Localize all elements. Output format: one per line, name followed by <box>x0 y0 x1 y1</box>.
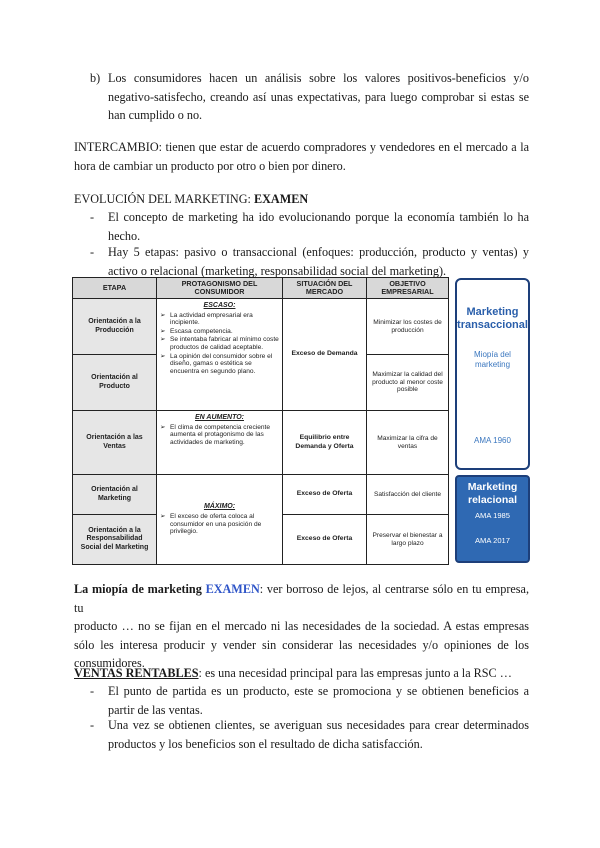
situacion-cell: Exceso de Demanda <box>283 299 367 411</box>
intercambio-paragraph <box>74 138 529 175</box>
relacional-title: Marketing relacional <box>467 481 518 506</box>
exam-tag: EXAMEN <box>253 192 309 206</box>
transaccional-title: Marketing transaccional <box>457 306 528 331</box>
stage-cell: Orientación a la Responsabilidad Social del Marketing <box>73 515 157 565</box>
bullet-dash: - <box>90 245 95 259</box>
list-item: ➢ La actividad empresarial era incipiente. <box>160 311 253 327</box>
ama-year: AMA 1960 <box>474 436 511 445</box>
miopia-label: Miopía del marketing <box>474 350 511 369</box>
header-protagonismo: PROTAGONISMO DEL CONSUMIDOR <box>157 278 283 299</box>
protagonismo-cell <box>157 299 283 411</box>
protagonismo-list <box>160 312 279 376</box>
paragraph-line: sólo les interesa producir y vender sin considerar las necesidades y/o opiniones de los <box>74 637 529 652</box>
protagonismo-list <box>160 513 279 536</box>
item-line: partir de las ventas. <box>108 702 203 717</box>
marketing-relacional-box <box>455 475 530 563</box>
protagonismo-heading: EN AUMENTO: <box>195 414 244 421</box>
protagonismo-heading: MÁXIMO: <box>203 503 236 511</box>
arrow-bullet-icon: ➢ <box>160 311 166 319</box>
item-line: Una vez se obtienen clientes, se averiguan sus necesidades para crear determinados <box>108 718 529 732</box>
stage-cell: Orientación al Producto <box>73 355 157 411</box>
bullet-dash: - <box>90 718 95 732</box>
item-line: han cumplido o no. <box>108 108 203 122</box>
paragraph-line: producto … no se fijan en el mercado ni las necesidades de la sociedad. A estas empresas <box>74 619 529 633</box>
paragraph-line: consumidores. <box>74 656 145 670</box>
header-objetivo: OBJETIVO EMPRESARIAL <box>367 278 449 299</box>
objetivo-cell: Preservar el bienestar a largo plazo <box>367 515 449 565</box>
objetivo-cell: Satisfacción del cliente <box>367 475 449 515</box>
marketing-evolution-figure <box>72 277 530 563</box>
arrow-bullet-icon: ➢ <box>160 352 166 360</box>
list-item: ➢ El clima de competencia creciente aumenta el protagonismo de las actividades de marketing. <box>160 423 271 446</box>
item-line: productos y los beneficios son el resultado de dicha satisfacción. <box>108 736 423 751</box>
paragraph-line: hora de cambiar un producto por otro o bien por dinero. <box>74 158 346 173</box>
protagonismo-cell <box>157 411 283 475</box>
table-header-row <box>73 278 449 299</box>
situacion-cell: Exceso de Oferta <box>283 475 367 515</box>
item-line: negativo-satisfecho, creando así unas expectativas, para luego comprobar si estas se <box>108 89 529 104</box>
objetivo-cell: Maximizar la calidad del producto al menor coste posible <box>367 355 449 411</box>
arrow-bullet-icon: ➢ <box>160 327 166 335</box>
table-row <box>73 411 449 475</box>
situacion-cell: Equilibrio entre Demanda y Oferta <box>283 411 367 475</box>
list-item <box>74 716 529 753</box>
header-situacion: SITUACIÓN DEL MERCADO <box>283 278 367 299</box>
ventas-title: VENTAS RENTABLES <box>74 666 199 680</box>
table-row <box>73 475 449 515</box>
ama-year: AMA 1985 <box>474 511 511 520</box>
stage-cell: Orientación al Marketing <box>73 475 157 515</box>
arrow-bullet-icon: ➢ <box>160 512 166 520</box>
ventas-heading: VENTAS RENTABLES: es una necesidad principal para las empresas junto a la RSC … <box>74 666 512 680</box>
table-row <box>73 299 449 355</box>
item-line: El concepto de marketing ha ido evolucionando porque la economía también lo ha <box>108 210 529 224</box>
list-item: ➢ La opinión del consumidor sobre el diseño, gamas o estética se encuentra en segundo plano. <box>160 352 273 375</box>
list-item <box>74 243 529 280</box>
stage-cell: Orientación a las Ventas <box>73 411 157 475</box>
protagonismo-list <box>160 424 279 447</box>
intro-item <box>74 69 529 125</box>
list-item: ➢ El exceso de oferta coloca al consumidor en una posición de privilegio. <box>160 512 262 536</box>
situacion-cell: Exceso de Oferta <box>283 515 367 565</box>
paragraph-line: La miopía de marketing EXAMEN: ver borroso de lejos, al centrarse sólo en tu empresa, tu <box>74 582 529 615</box>
objetivo-cell: Minimizar los costes de producción <box>367 299 449 355</box>
stage-cell: Orientación a la Producción <box>73 299 157 355</box>
arrow-bullet-icon: ➢ <box>160 423 166 431</box>
list-item <box>74 208 529 245</box>
item-line: hecho. <box>108 228 141 243</box>
protagonismo-cell <box>157 475 283 565</box>
item-marker: b) <box>90 71 101 85</box>
header-etapa: ETAPA <box>73 278 157 299</box>
list-item: ➢ Se intentaba fabricar al mínimo coste productos de calidad aceptable. <box>160 336 279 351</box>
bullet-dash: - <box>90 684 95 698</box>
objetivo-cell: Maximizar la cifra de ventas <box>367 411 449 475</box>
evolucion-heading <box>74 190 529 209</box>
evolution-table-wrapper <box>72 277 448 563</box>
miopia-title: La miopía de marketing <box>74 582 206 596</box>
heading-text: EVOLUCIÓN DEL MARKETING: <box>74 192 254 206</box>
miopia-paragraph <box>74 580 529 673</box>
list-item: ➢ Escasa competencia. <box>160 327 233 335</box>
item-line: Hay 5 etapas: pasivo o transaccional (enfoques: producción, producto y ventas) y <box>108 245 529 259</box>
bullet-dash: - <box>90 210 95 224</box>
arrow-bullet-icon: ➢ <box>160 336 166 344</box>
ama-year: AMA 2017 <box>474 536 511 545</box>
evolution-table <box>72 277 449 565</box>
marketing-transaccional-box <box>455 278 530 470</box>
paragraph-line: INTERCAMBIO: tienen que estar de acuerdo compradores y vendedores en el mercado a la <box>74 140 529 154</box>
list-item <box>74 682 529 719</box>
protagonismo-heading: ESCASO: <box>203 302 236 309</box>
exam-tag: EXAMEN <box>205 582 260 596</box>
item-line: Los consumidores hacen un análisis sobre los valores positivos-beneficios y/o <box>108 71 529 85</box>
item-line: activo o relacional (marketing, responsabilidad social del marketing). <box>108 263 447 278</box>
item-line: El punto de partida es un producto, este se promociona y se obtienen beneficios a <box>108 684 529 698</box>
